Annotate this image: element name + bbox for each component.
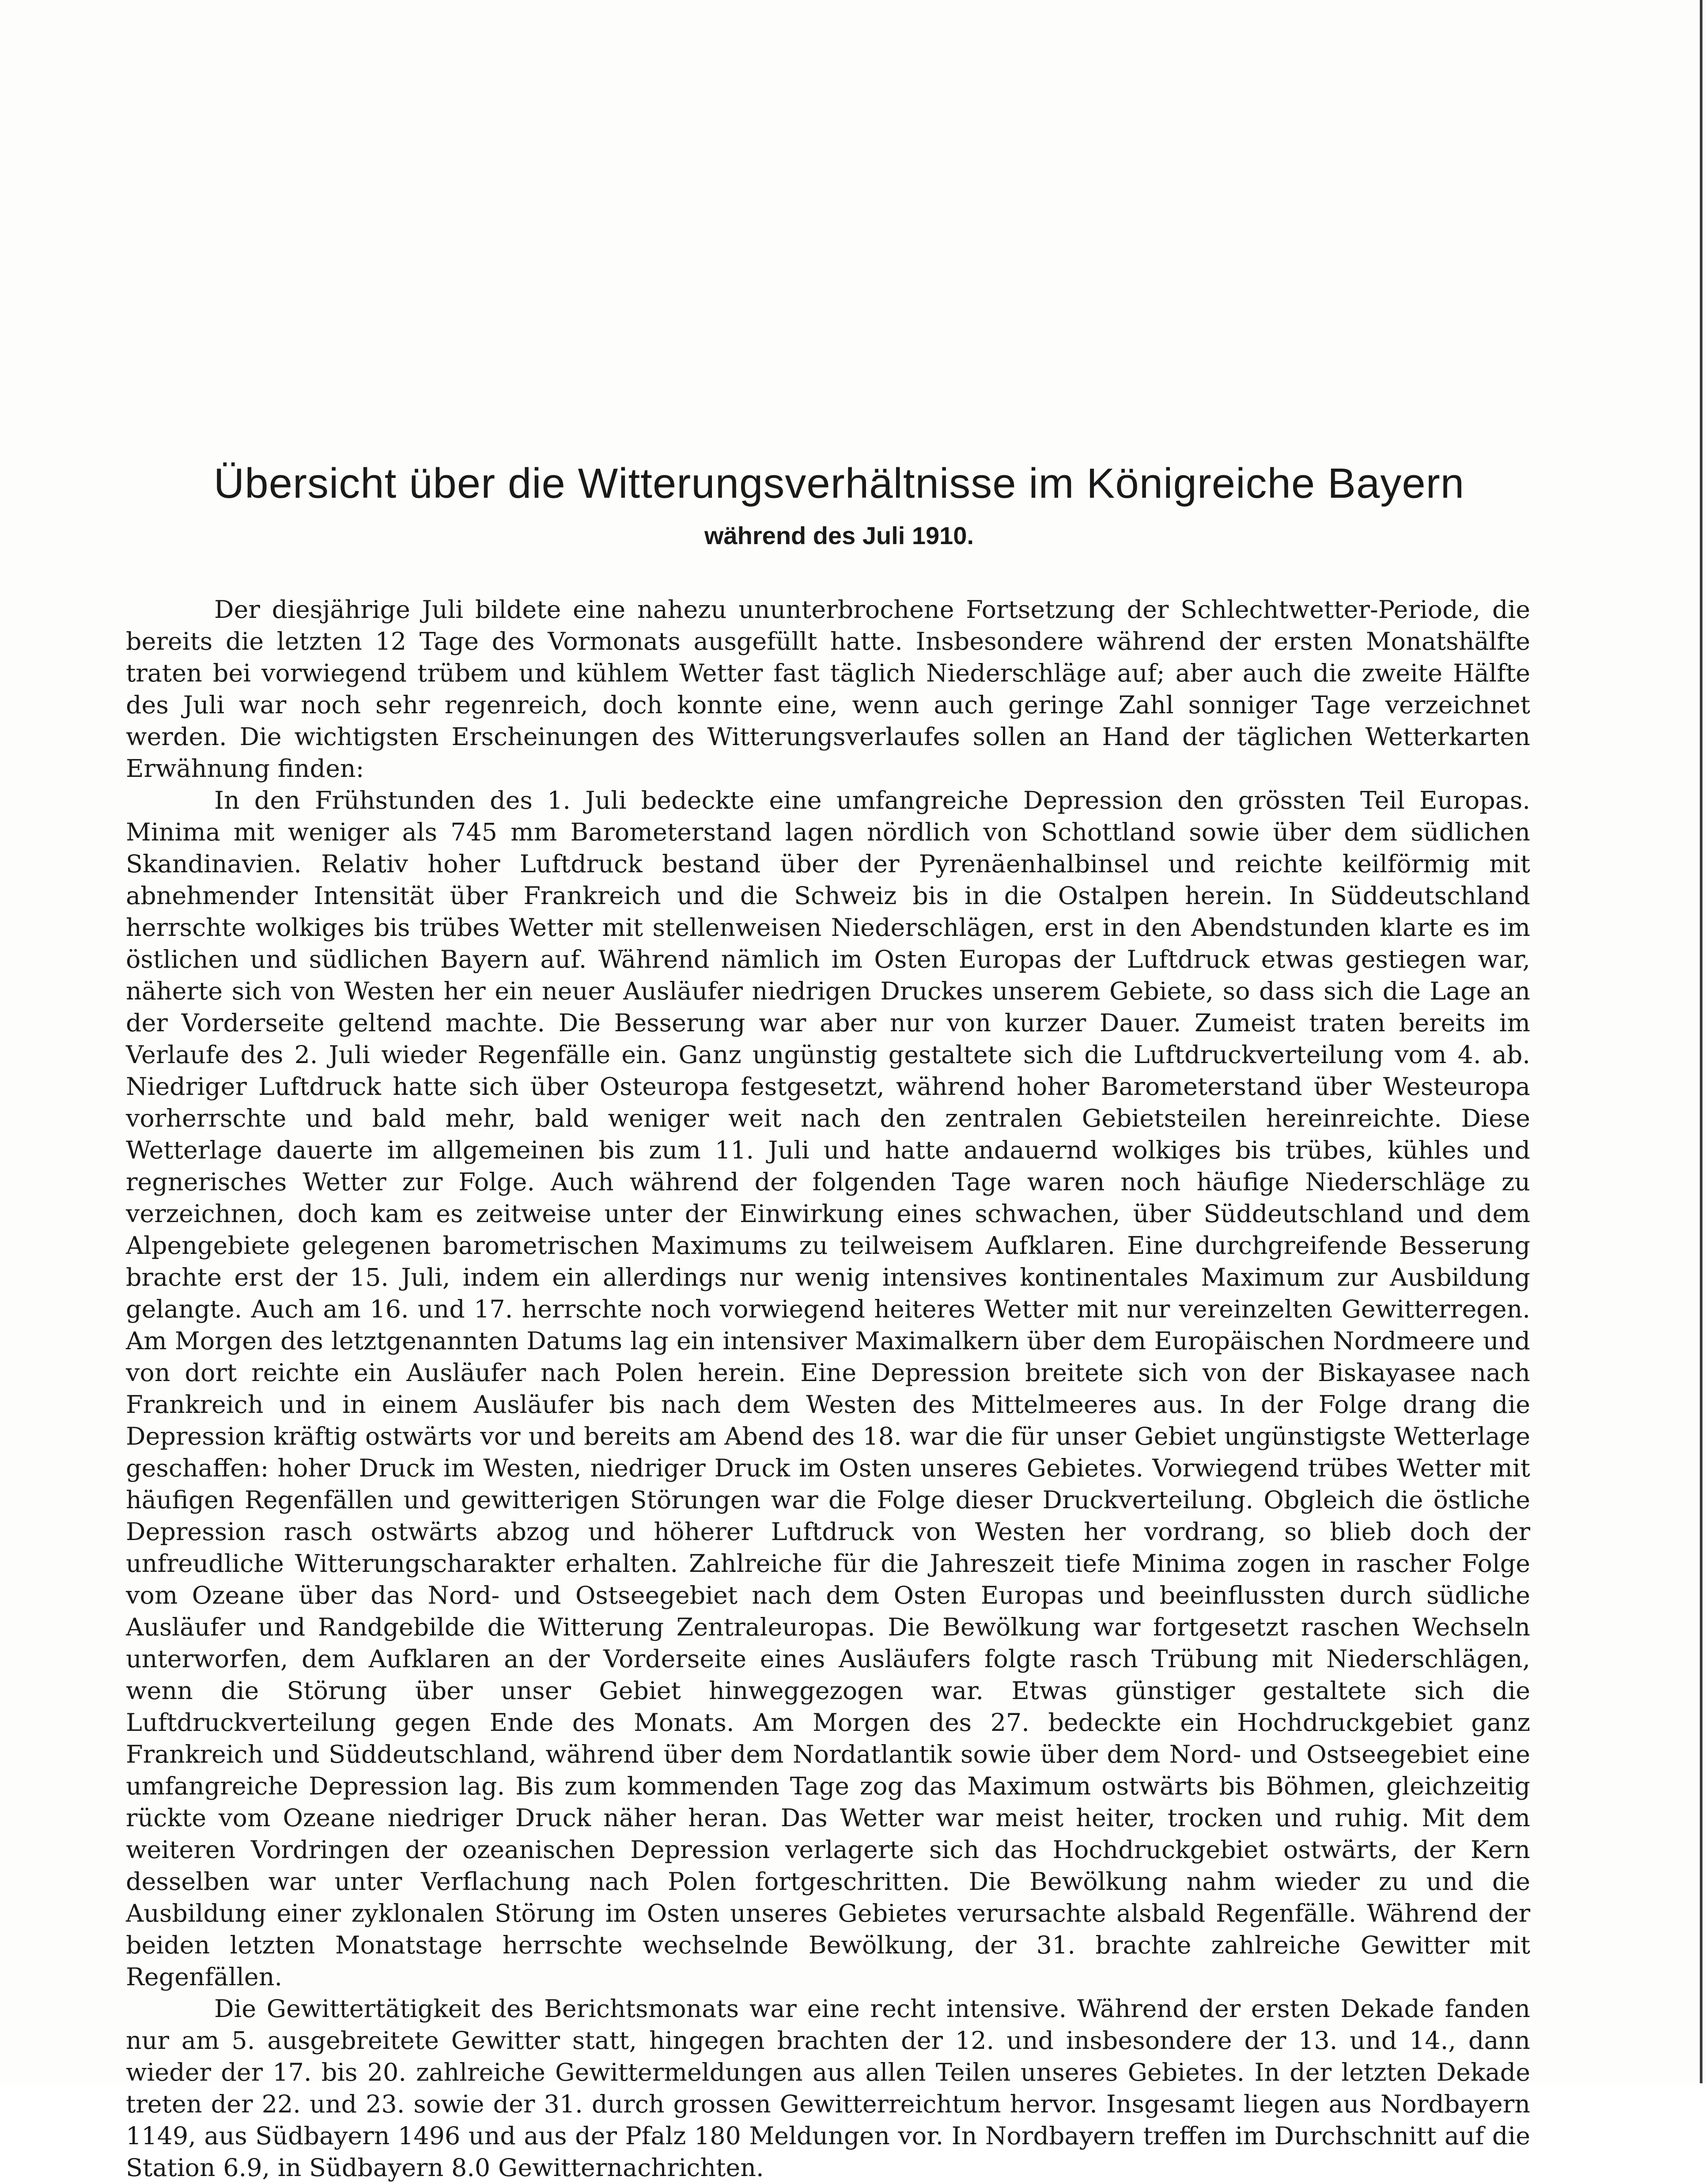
paragraph-thunderstorms: Die Gewittertätigkeit des Berichtsmonats war eine recht intensive. Während der ersten Dekade fanden nur am 5. ausgebreitete Gewitter statt, hingegen brachten der 12. und insbesondere der 13. und 14., dann wieder der 17. bis 20. zahlreiche Gewittermeldungen aus allen Teilen unseres Gebietes. In der letzten Dekade treten der 22. und 23. sowie der 31. durch grossen Gewitterreichtum hervor. Insgesamt liegen aus Nordbayern 1149, aus Südbayern 1496 und aus der Pfalz 180 Meldungen vor. In Nordbayern treffen im Durchschnitt auf die Station 6.9, in Südbayern 8.0 Gewitternachrichten. <box>126 1995 1530 2182</box>
paragraph-weather-course: In den Frühstunden des 1. Juli bedeckte eine umfangreiche Depression den grössten Teil Europas. Minima mit weniger als 745 mm Barometerstand lagen nördlich von Schottland sowie über dem südlichen Skandinavien. Relativ hoher Luftdruck bestand über der Pyrenäenhalbinsel und reichte keilförmig mit abnehmender Intensität über Frankreich und die Schweiz bis in die Ostalpen herein. In Süddeutschland herrschte wolkiges bis trübes Wetter mit stellenweisen Niederschlägen, erst in den Abendstunden klarte es im östlichen und südlichen Bayern auf. Während nämlich im Osten Europas der Luftdruck etwas gestiegen war, näherte sich von Westen her ein neuer Ausläufer niedrigen Druckes unserem Gebiete, so dass sich die Lage an der Vorderseite geltend machte. Die Besserung war aber nur von kurzer Dauer. Zumeist traten bereits im Verlaufe des 2. Juli wieder Regenfälle ein. Ganz ungünstig gestaltete sich die Luftdruckverteilung vom 4. ab. Niedriger Luftdruck hatte sich über Osteuropa festgesetzt, während hoher Barometerstand über Westeuropa vorherrschte und bald mehr, bald weniger weit nach den zentralen Gebietsteilen hereinreichte. Diese Wetterlage dauerte im allgemeinen bis zum 11. Juli und hatte andauernd wolkiges bis trübes, kühles und regnerisches Wetter zur Folge. Auch während der folgenden Tage waren noch häufige Niederschläge zu verzeichnen, doch kam es zeitweise unter der Einwirkung eines schwachen, über Süddeutschland und dem Alpengebiete gelegenen barometrischen Maximums zu teilweisem Aufklaren. Eine durchgreifende Besserung brachte erst der 15. Juli, indem ein allerdings nur wenig intensives kontinentales Maximum zur Ausbildung gelangte. Auch am 16. und 17. herrschte noch vorwiegend heiteres Wetter mit nur vereinzelten Gewitterregen. Am Morgen des letztgenannten Datums lag ein intensiver Maximalkern über dem Europäischen Nordmeere und von dort reichte ein Ausläufer nach Polen herein. Eine Depression breitete sich von der Biskayasee nach Frankreich und in einem Ausläufer bis nach dem Westen des Mittelmeeres aus. In der Folge drang die Depression kräftig ostwärts vor und bereits am Abend des 18. war die für unser Gebiet ungünstigste Wetterlage geschaffen: hoher Druck im Westen, niedriger Druck im Osten unseres Gebietes. Vorwiegend trübes Wetter mit häufigen Regenfällen und gewitterigen Störungen war die Folge dieser Druckverteilung. Obgleich die östliche Depression rasch ostwärts abzog und höherer Luftdruck von Westen her vordrang, so blieb doch der unfreudliche Witterungscharakter erhalten. Zahlreiche für die Jahreszeit tiefe Minima zogen in rascher Folge vom Ozeane über das Nord- und Ostseegebiet nach dem Osten Europas und beeinflussten durch südliche Ausläufer und Randgebilde die Witterung Zentraleuropas. Die Bewölkung war fortgesetzt raschen Wechseln unterworfen, dem Aufklaren an der Vorderseite eines Ausläufers folgte rasch Trübung mit Niederschlägen, wenn die Störung über unser Gebiet hinweggezogen war. Etwas günstiger gestaltete sich die Luftdruckverteilung gegen Ende des Monats. Am Morgen des 27. bedeckte ein Hochdruckgebiet ganz Frankreich und Süddeutschland, während über dem Nordatlantik sowie über dem Nord- und Ostseegebiet eine umfangreiche Depression lag. Bis zum kommenden Tage zog das Maximum ostwärts bis Böhmen, gleichzeitig rückte vom Ozeane niedriger Druck näher heran. Das Wetter war meist heiter, trocken und ruhig. Mit dem weiteren Vordringen der ozeanischen Depression verlagerte sich das Hochdruckgebiet ostwärts, der Kern desselben war unter Verflachung nach Polen fortgeschritten. Die Bewölkung nahm wieder zu und die Ausbildung einer zyklonalen Störung im Osten unseres Gebietes verursachte alsbald Regenfälle. Während der beiden letzten Monatstage herrschte wechselnde Bewölkung, der 31. brachte zahlreiche Gewitter mit Regenfällen. <box>126 786 1530 1991</box>
document-body <box>126 594 1530 2184</box>
document-title: Übersicht über die Witterungsverhältnisse im Königreiche Bayern <box>213 460 1465 507</box>
document-subtitle: während des Juli 1910. <box>704 522 974 549</box>
paragraph-intro: Der diesjährige Juli bildete eine nahezu ununterbrochene Fortsetzung der Schlechtwetter-Periode, die bereits die letzten 12 Tage des Vormonats ausgefüllt hatte. Insbesondere während der ersten Monatshälfte traten bei vorwiegend trübem und kühlem Wetter fast täglich Niederschläge auf; aber auch die zweite Hälfte des Juli war noch sehr regenreich, doch konnte eine, wenn auch geringe Zahl sonniger Tage verzeichnet werden. Die wichtigsten Erscheinungen des Witterungsverlaufes sollen an Hand der täglichen Wetterkarten Erwähnung finden: <box>126 595 1530 783</box>
page-edge-line <box>1700 0 1702 2083</box>
